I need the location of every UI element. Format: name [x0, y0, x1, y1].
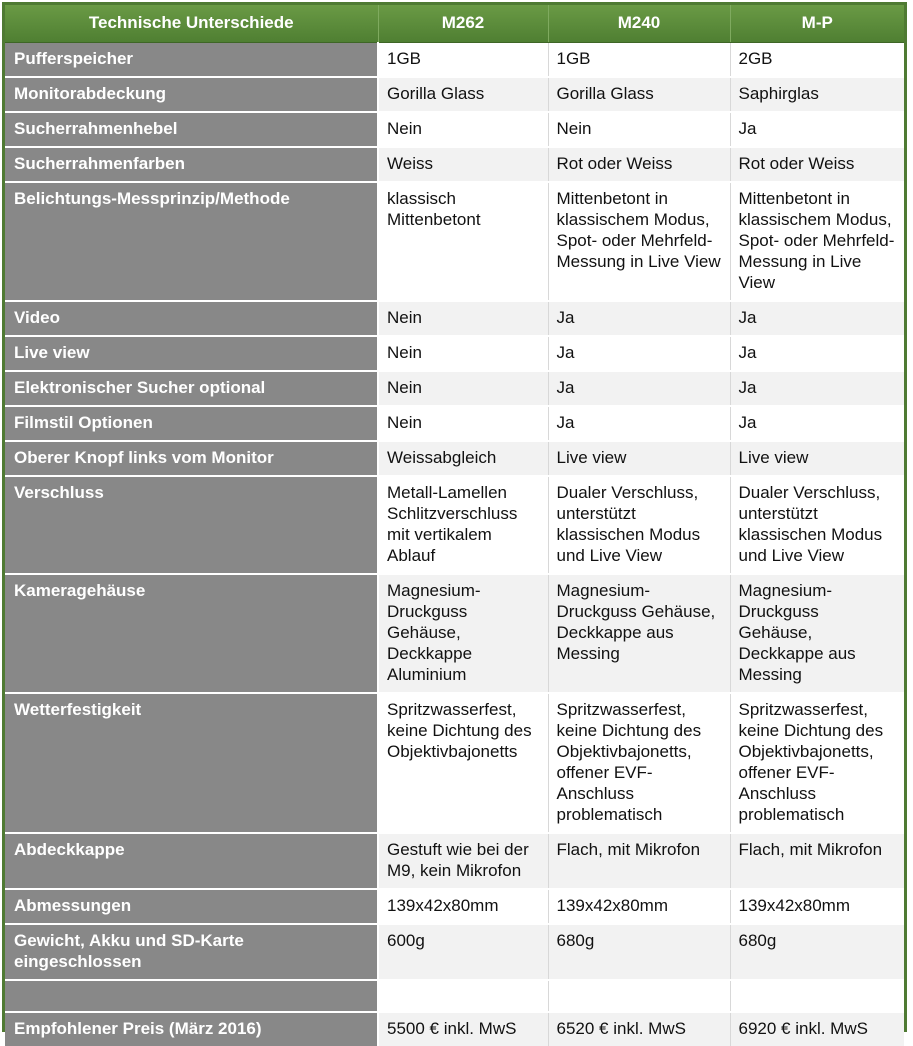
cell-m240: Mittenbetont in klassischem Modus, Spot- oder Mehrfeld-Messung in Live View [548, 182, 730, 301]
table-row [5, 1012, 904, 1046]
cell-m262: 5500 € inkl. MwS [378, 1012, 548, 1046]
cell-m240: 680g [548, 924, 730, 980]
cell-m262: 1GB [378, 42, 548, 77]
cell-mp: 139x42x80mm [730, 889, 904, 924]
row-label: Sucherrahmenfarben [5, 147, 378, 182]
table-row [5, 924, 904, 980]
cell-m262: Nein [378, 336, 548, 371]
table-row [5, 336, 904, 371]
cell-m240: Spritzwasserfest, keine Dichtung des Objektivbajonetts, offener EVF-Anschluss problematisch [548, 693, 730, 833]
cell-m262 [378, 980, 548, 1012]
row-label: Empfohlener Preis (März 2016) [5, 1012, 378, 1046]
cell-mp: Ja [730, 371, 904, 406]
cell-m262: Nein [378, 301, 548, 336]
table-row [5, 693, 904, 833]
cell-mp: Magnesium-Druckguss Gehäuse, Deckkappe aus Messing [730, 574, 904, 693]
cell-mp: Ja [730, 336, 904, 371]
cell-m262: Spritzwasserfest, keine Dichtung des Objektivbajonetts [378, 693, 548, 833]
row-label: Abdeckkappe [5, 833, 378, 889]
row-label: Video [5, 301, 378, 336]
table-row [5, 42, 904, 77]
cell-mp: Spritzwasserfest, keine Dichtung des Objektivbajonetts, offener EVF-Anschluss problematisch [730, 693, 904, 833]
table-row [5, 476, 904, 574]
header-m262: M262 [378, 5, 548, 42]
row-label: Oberer Knopf links vom Monitor [5, 441, 378, 476]
row-label: Belichtungs-Messprinzip/Methode [5, 182, 378, 301]
cell-m240: Ja [548, 371, 730, 406]
table-row [5, 182, 904, 301]
row-label: Sucherrahmenhebel [5, 112, 378, 147]
cell-mp: Mittenbetont in klassischem Modus, Spot- oder Mehrfeld-Messung in Live View [730, 182, 904, 301]
row-label: Gewicht, Akku und SD-Karte eingeschlossen [5, 924, 378, 980]
cell-m262: Weissabgleich [378, 441, 548, 476]
table-row [5, 301, 904, 336]
cell-mp: Saphirglas [730, 77, 904, 112]
cell-m262: 139x42x80mm [378, 889, 548, 924]
cell-mp: 680g [730, 924, 904, 980]
cell-m240: Gorilla Glass [548, 77, 730, 112]
header-m240: M240 [548, 5, 730, 42]
cell-mp: Flach, mit Mikrofon [730, 833, 904, 889]
table-row [5, 980, 904, 1012]
table-row [5, 406, 904, 441]
table-body [5, 42, 904, 1046]
table-header [5, 5, 904, 42]
cell-m240 [548, 980, 730, 1012]
row-label: Filmstil Optionen [5, 406, 378, 441]
cell-m262: Gestuft wie bei der M9, kein Mikrofon [378, 833, 548, 889]
cell-m262: 600g [378, 924, 548, 980]
table-row [5, 833, 904, 889]
cell-mp: Live view [730, 441, 904, 476]
cell-m240: Dualer Verschluss, unterstützt klassischen Modus und Live View [548, 476, 730, 574]
table-row [5, 371, 904, 406]
row-label: Monitorabdeckung [5, 77, 378, 112]
row-label: Elektronischer Sucher optional [5, 371, 378, 406]
cell-mp: Dualer Verschluss, unterstützt klassischen Modus und Live View [730, 476, 904, 574]
header-feature: Technische Unterschiede [5, 5, 378, 42]
cell-m240: Live view [548, 441, 730, 476]
header-mp: M-P [730, 5, 904, 42]
cell-mp: 2GB [730, 42, 904, 77]
table-row [5, 574, 904, 693]
cell-m262: Gorilla Glass [378, 77, 548, 112]
cell-m240: Flach, mit Mikrofon [548, 833, 730, 889]
cell-m240: Ja [548, 336, 730, 371]
cell-mp: Ja [730, 301, 904, 336]
table-row [5, 147, 904, 182]
cell-m240: 1GB [548, 42, 730, 77]
table-row [5, 441, 904, 476]
cell-m240: Nein [548, 112, 730, 147]
cell-mp: 6920 € inkl. MwS [730, 1012, 904, 1046]
row-label: Verschluss [5, 476, 378, 574]
row-label [5, 980, 378, 1012]
row-label: Kameragehäuse [5, 574, 378, 693]
comparison-table-frame [2, 2, 907, 1038]
cell-mp: Ja [730, 406, 904, 441]
row-label: Abmessungen [5, 889, 378, 924]
table-row [5, 112, 904, 147]
cell-m240: Ja [548, 406, 730, 441]
cell-m240: 139x42x80mm [548, 889, 730, 924]
row-label: Pufferspeicher [5, 42, 378, 77]
cell-m262: Nein [378, 112, 548, 147]
cell-m240: Magnesium-Druckguss Gehäuse, Deckkappe aus Messing [548, 574, 730, 693]
cell-m262: klassisch Mittenbetont [378, 182, 548, 301]
cell-mp: Rot oder Weiss [730, 147, 904, 182]
cell-m240: 6520 € inkl. MwS [548, 1012, 730, 1046]
cell-mp [730, 980, 904, 1012]
cell-m262: Nein [378, 371, 548, 406]
header-row [5, 5, 904, 42]
table-row [5, 889, 904, 924]
cell-m240: Ja [548, 301, 730, 336]
cell-m240: Rot oder Weiss [548, 147, 730, 182]
table-row [5, 77, 904, 112]
row-label: Wetterfestigkeit [5, 693, 378, 833]
cell-m262: Magnesium-Druckguss Gehäuse, Deckkappe Aluminium [378, 574, 548, 693]
cell-mp: Ja [730, 112, 904, 147]
cell-m262: Nein [378, 406, 548, 441]
cell-m262: Metall-Lamellen Schlitzverschluss mit vertikalem Ablauf [378, 476, 548, 574]
cell-m262: Weiss [378, 147, 548, 182]
comparison-table [5, 5, 904, 1046]
row-label: Live view [5, 336, 378, 371]
